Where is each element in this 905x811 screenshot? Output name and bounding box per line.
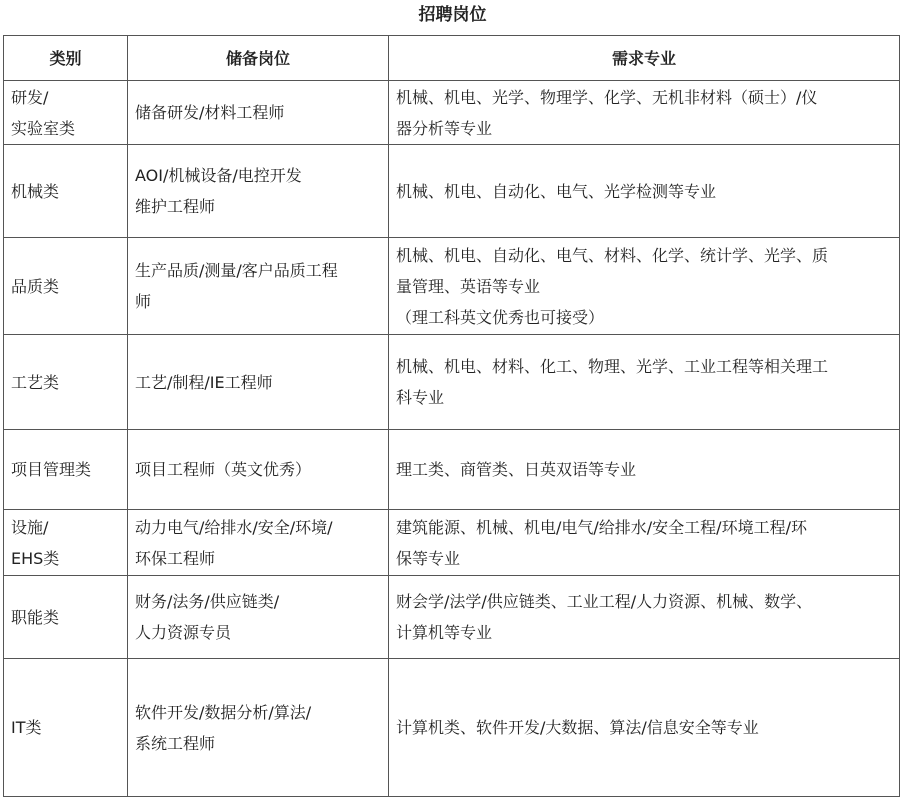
cell-line: 工艺类 — [11, 372, 60, 392]
cell-line: 财务/法务/供应链类/ — [135, 592, 280, 611]
table-row — [4, 430, 900, 510]
cell-line: 机械、机电、材料、化工、物理、光学、工业工程等相关理工 — [396, 357, 829, 376]
position-cell — [128, 659, 389, 797]
cell-line: 机械、机电、自动化、电气、材料、化学、统计学、光学、质 — [396, 245, 829, 265]
position-cell — [128, 145, 389, 238]
position-cell — [128, 576, 389, 659]
category-cell — [4, 145, 128, 238]
cell-line: 计算机等专业 — [396, 623, 493, 642]
header-category: 类别 — [4, 36, 128, 81]
majors-cell — [389, 659, 900, 797]
cell-line: 机械、机电、自动化、电气、光学检测等专业 — [396, 181, 717, 201]
cell-line: 职能类 — [11, 607, 60, 627]
table-header-row — [4, 36, 900, 81]
table-row — [4, 510, 900, 576]
cell-line: 研发/ — [11, 87, 49, 107]
category-cell — [4, 335, 128, 430]
cell-line: EHS类 — [11, 548, 60, 568]
header-majors: 需求专业 — [389, 36, 900, 81]
cell-line: 保等专业 — [396, 548, 461, 568]
cell-line: 系统工程师 — [135, 733, 216, 753]
cell-line: 器分析等专业 — [396, 118, 493, 138]
majors-cell — [389, 81, 900, 145]
majors-cell — [389, 430, 900, 510]
cell-line: 项目管理类 — [11, 460, 92, 479]
cell-line: IT类 — [11, 718, 42, 737]
cell-line: 储备研发/材料工程师 — [135, 103, 285, 122]
cell-line: 实验室类 — [11, 118, 76, 138]
cell-line: AOI/机械设备/电控开发 — [135, 166, 302, 185]
cell-line: 机械类 — [11, 181, 60, 201]
majors-cell — [389, 510, 900, 576]
table-row — [4, 576, 900, 659]
cell-line: 维护工程师 — [135, 197, 216, 216]
header-position: 储备岗位 — [128, 36, 389, 81]
cell-line: 生产品质/测量/客户品质工程 — [135, 261, 338, 280]
category-cell — [4, 430, 128, 510]
cell-line: 软件开发/数据分析/算法/ — [135, 702, 312, 722]
table-row — [4, 659, 900, 797]
cell-line: 设施/ — [11, 517, 49, 537]
category-cell — [4, 238, 128, 335]
cell-line: 建筑能源、机械、机电/电气/给排水/安全工程/环境工程/环 — [396, 517, 807, 537]
cell-line: 科专业 — [396, 388, 445, 407]
cell-line: 项目工程师（英文优秀） — [135, 460, 312, 479]
page-title: 招聘岗位 — [418, 5, 487, 25]
cell-line: 品质类 — [11, 276, 60, 296]
table-row — [4, 335, 900, 430]
cell-line: 理工类、商管类、日英双语等专业 — [396, 460, 637, 479]
majors-cell — [389, 576, 900, 659]
position-cell — [128, 430, 389, 510]
category-cell — [4, 510, 128, 576]
majors-cell — [389, 145, 900, 238]
category-cell — [4, 659, 128, 797]
position-cell — [128, 238, 389, 335]
cell-line: 计算机类、软件开发/大数据、算法/信息安全等专业 — [396, 718, 759, 737]
table-row — [4, 238, 900, 335]
cell-line: 人力资源专员 — [135, 623, 232, 642]
cell-line: 量管理、英语等专业 — [396, 276, 541, 296]
recruitment-table — [3, 35, 900, 797]
cell-line: 工艺/制程/IE工程师 — [135, 372, 273, 392]
position-cell — [128, 81, 389, 145]
cell-line: 机械、机电、光学、物理学、化学、无机非材料（硕士）/仪 — [396, 87, 818, 107]
table-row — [4, 81, 900, 145]
majors-cell — [389, 238, 900, 335]
category-cell — [4, 576, 128, 659]
cell-line: 财会学/法学/供应链类、工业工程/人力资源、机械、数学、 — [396, 592, 813, 611]
cell-line: （理工科英文优秀也可接受） — [396, 307, 605, 327]
category-cell — [4, 81, 128, 145]
majors-cell — [389, 335, 900, 430]
position-cell — [128, 510, 389, 576]
cell-line: 师 — [135, 292, 152, 311]
cell-line: 动力电气/给排水/安全/环境/ — [135, 517, 333, 537]
position-cell — [128, 335, 389, 430]
table-row — [4, 145, 900, 238]
cell-line: 环保工程师 — [135, 548, 216, 568]
